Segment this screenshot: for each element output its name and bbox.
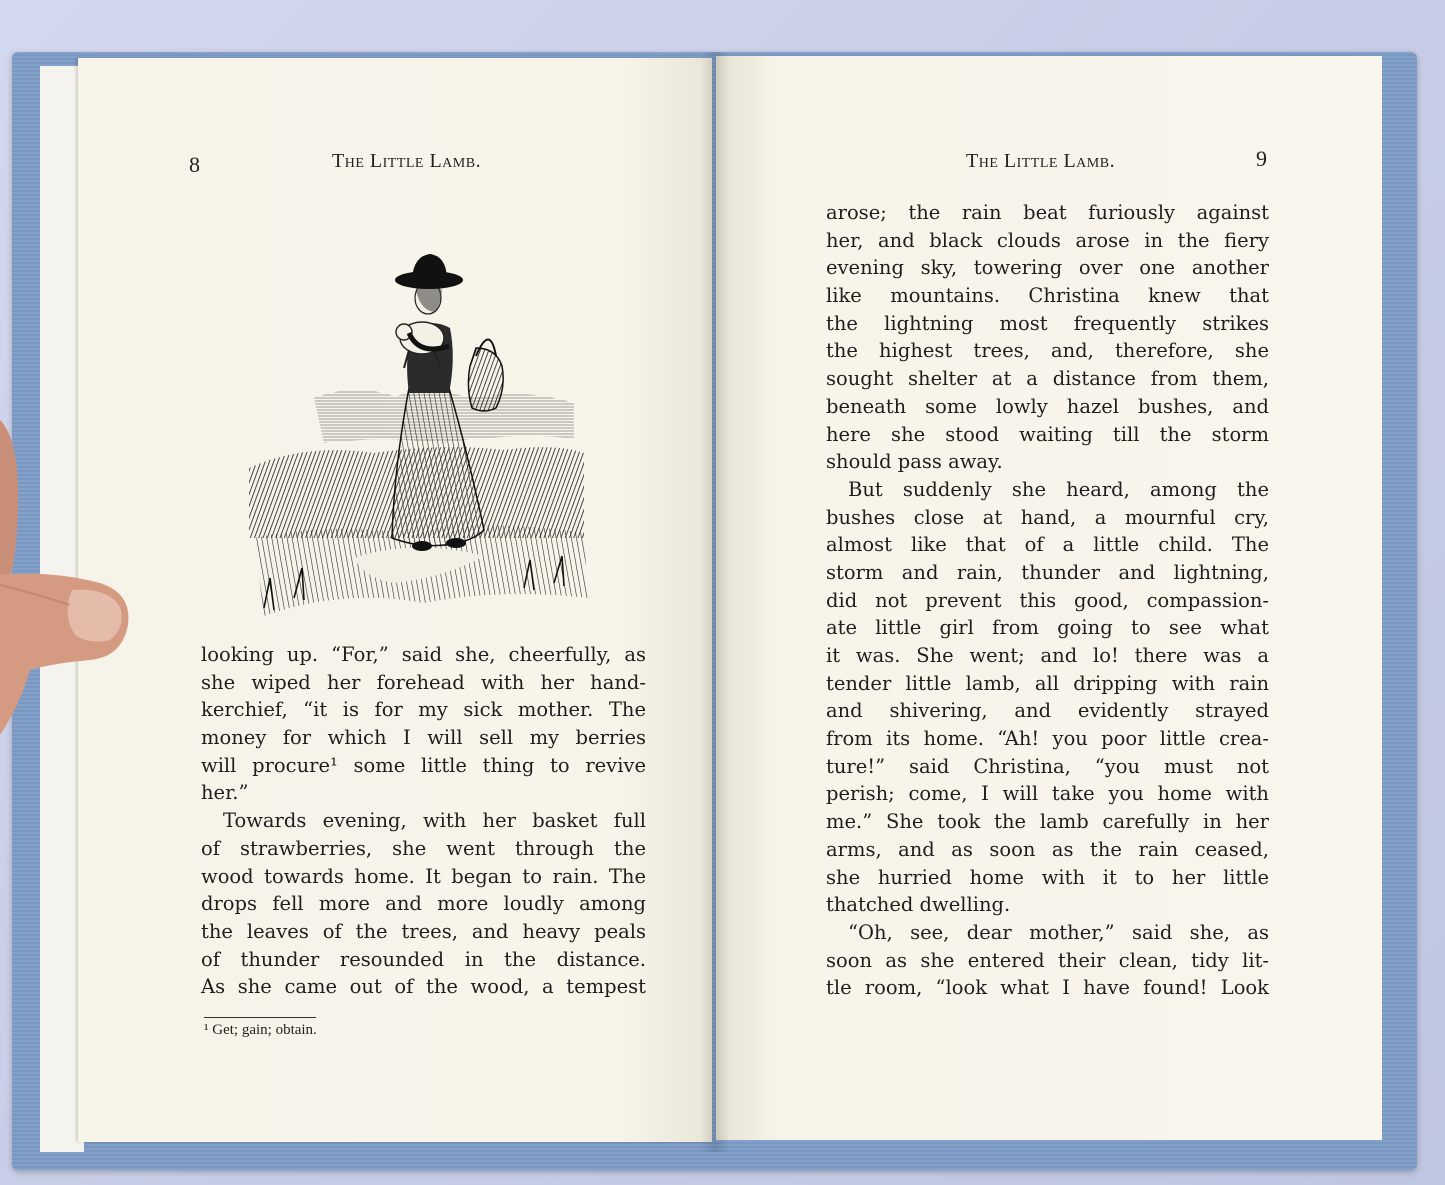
footnote: ¹ Get; gain; obtain. — [204, 1022, 317, 1038]
text-line: beneath some lowly hazel bushes, and — [826, 394, 1269, 418]
text-line: storm and rain, thunder and lightning, — [826, 560, 1269, 584]
text-line: drops fell more and more loudly among — [201, 892, 646, 916]
text-line: looking up. “For,” said she, cheerfully, as — [201, 643, 646, 666]
text-line: the highest trees, and, therefore, she — [826, 339, 1269, 363]
text-line: ture!” said Christina, “you must not — [826, 754, 1269, 778]
text-line: “Oh, see, dear mother,” said she, as — [848, 920, 1269, 944]
text-line: arms, and as soon as the rain ceased, — [826, 837, 1269, 861]
text-line: wood towards home. It began to rain. The — [201, 864, 646, 888]
text-line: she wiped her forehead with her hand- — [201, 670, 646, 694]
text-line: sought shelter at a distance from them, — [826, 367, 1269, 391]
text-line: like mountains. Christina knew that — [826, 284, 1269, 308]
text-line: evening sky, towering over one another — [826, 256, 1269, 280]
text-line: But suddenly she heard, among the — [848, 477, 1269, 501]
text-line: bushes close at hand, a mournful cry, — [826, 505, 1269, 529]
text-line: her.” — [201, 781, 249, 805]
page-number-left: 8 — [189, 152, 200, 177]
text-line: it was. She went; and lo! there was a — [826, 644, 1269, 667]
text-line: the leaves of the trees, and heavy peals — [201, 919, 646, 943]
text-line: will procure¹ some little thing to revive — [201, 753, 646, 777]
text-line: did not prevent this good, compassion- — [826, 588, 1269, 612]
text-line: money for which I will sell my berries — [201, 726, 646, 750]
text-line: As she came out of the wood, a tempest — [201, 975, 646, 999]
text-line: almost like that of a little child. The — [826, 533, 1269, 557]
text-line: of thunder resounded in the distance. — [201, 947, 646, 971]
running-head-left: The Little Lamb. — [332, 150, 482, 172]
text-line: ate little girl from going to see what — [826, 616, 1269, 640]
page-number-right: 9 — [1256, 146, 1267, 171]
text-line: perish; come, I will take you home with — [826, 782, 1269, 806]
thumb — [0, 545, 135, 735]
text-line: arose; the rain beat furiously against — [826, 201, 1269, 224]
text-line: of strawberries, she went through the — [201, 836, 646, 860]
text-line: thatched dwelling. — [826, 893, 1011, 917]
text-line: kerchief, “it is for my sick mother. The — [201, 698, 646, 722]
text-line: tle room, “look what I have found! Look — [826, 976, 1269, 1000]
text-line: she hurried home with it to her little — [826, 865, 1269, 889]
text-line: soon as she entered their clean, tidy lit- — [826, 948, 1269, 972]
running-head-right: The Little Lamb. — [966, 150, 1116, 172]
text-line: here she stood waiting till the storm — [826, 422, 1269, 446]
text-line: tender little lamb, all dripping with rain — [826, 671, 1269, 695]
text-line: the lightning most frequently strikes — [826, 311, 1269, 335]
book-gutter — [700, 52, 730, 1152]
girl-with-lamb-illustration — [244, 238, 588, 618]
text-line: her, and black clouds arose in the fiery — [826, 228, 1269, 252]
left-page-text — [201, 641, 646, 1001]
text-line: from its home. “Ah! you poor little crea- — [826, 727, 1269, 751]
footnote-rule — [204, 1017, 316, 1018]
text-line: should pass away. — [826, 450, 1003, 474]
right-page-text — [826, 199, 1269, 1002]
text-line: me.” She took the lamb carefully in her — [826, 810, 1269, 834]
text-line: and shivering, and evidently strayed — [826, 699, 1269, 723]
text-line: Towards evening, with her basket full — [223, 809, 646, 833]
